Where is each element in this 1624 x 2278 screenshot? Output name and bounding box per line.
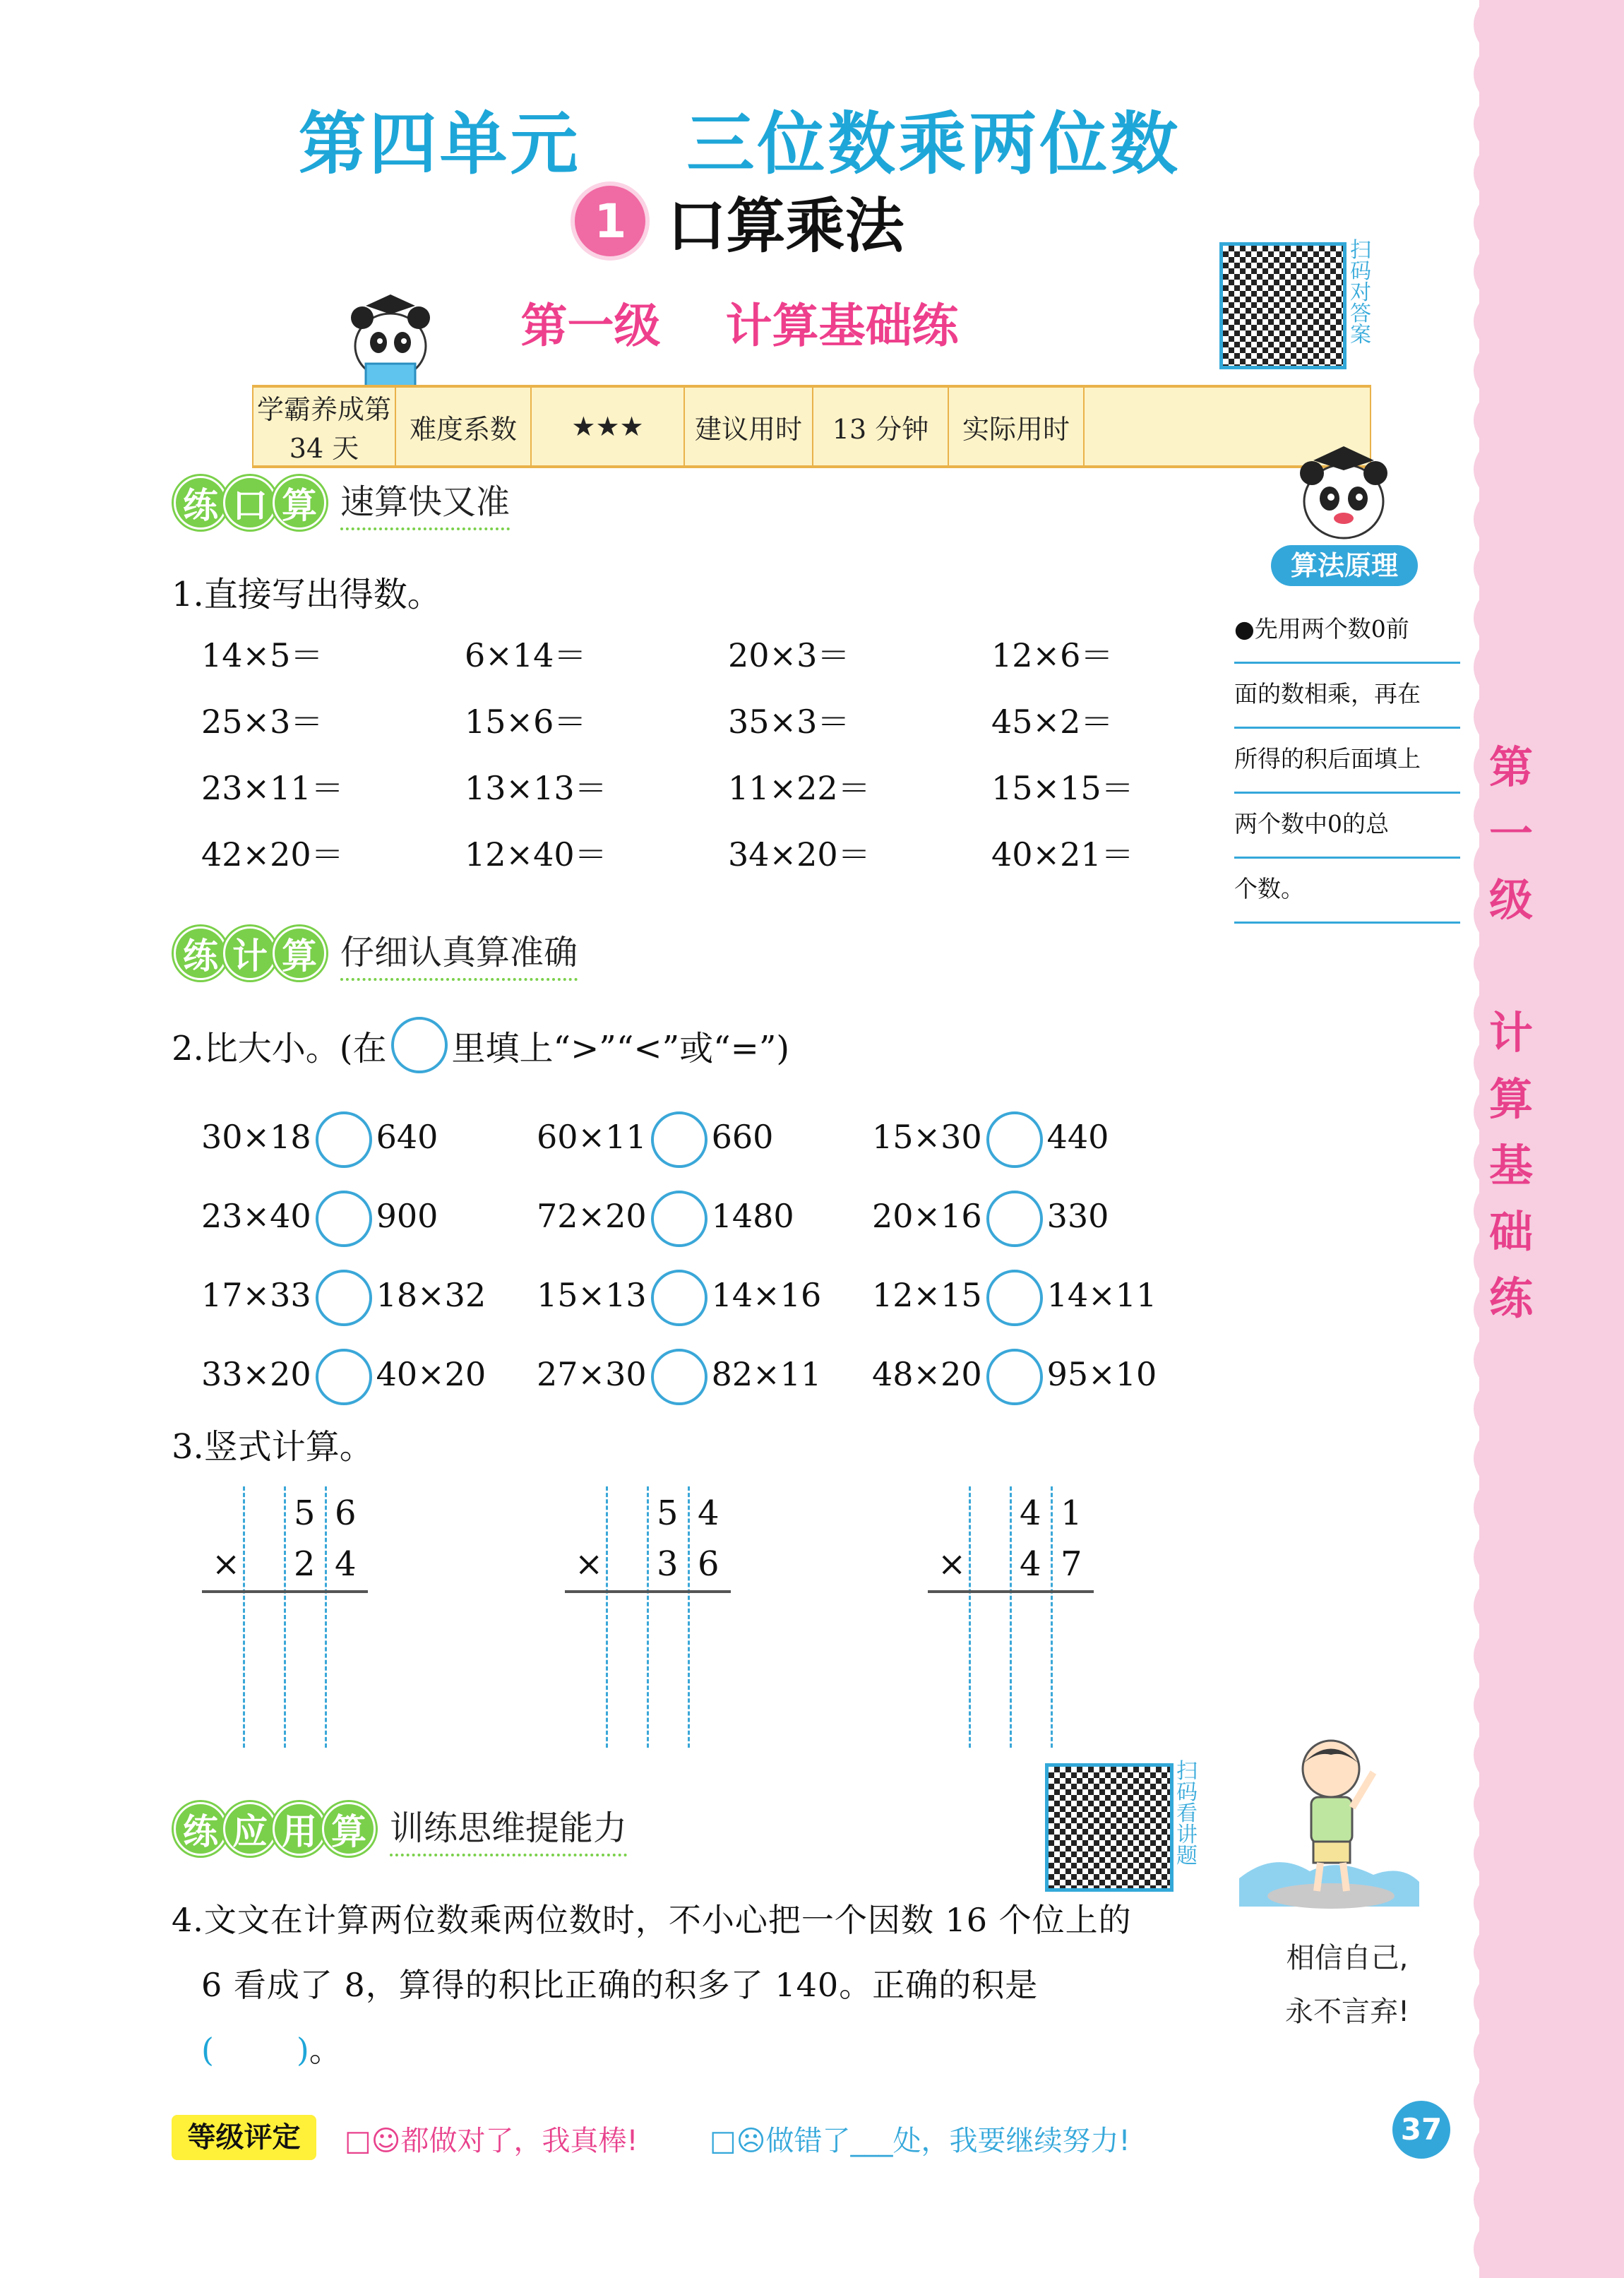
q2-item — [872, 1270, 1207, 1326]
side-label-char: 算 — [1488, 1073, 1533, 1125]
vertical-calc[interactable] — [565, 1486, 731, 1748]
encouragement-text — [1277, 1931, 1418, 2039]
compare-circle[interactable] — [986, 1111, 1043, 1168]
info-cell-actual-label: 实际用时 — [948, 386, 1084, 467]
q2-item — [201, 1270, 537, 1326]
lesson-number-badge: 1 — [575, 186, 645, 256]
q4-line-3 — [201, 2024, 342, 2071]
compare-circle[interactable] — [316, 1270, 372, 1326]
page-number: 37 — [1392, 2101, 1450, 2159]
digit: 2 — [294, 1544, 316, 1584]
compare-circle[interactable] — [986, 1191, 1043, 1247]
q2-row — [201, 1337, 1225, 1417]
q1-row — [201, 763, 1246, 829]
q1-item: 25×3＝ — [201, 703, 323, 741]
guide-line — [969, 1486, 971, 1748]
q1-row — [201, 630, 1246, 696]
guide-line — [647, 1486, 649, 1748]
q2-right: 330 — [1046, 1197, 1109, 1235]
q2-left: 15×30 — [872, 1118, 982, 1156]
q2-left: 60×11 — [537, 1118, 647, 1156]
times-sign: × — [938, 1544, 967, 1584]
section-banner-oral — [174, 475, 510, 530]
section-bubble: 练 — [174, 476, 227, 530]
q1-item: 42×20＝ — [201, 835, 344, 873]
q1-item: 45×2＝ — [991, 703, 1113, 741]
q4-line-1: 4.文文在计算两位数乘两位数时，不小心把一个因数 16 个位上的 — [172, 1901, 1132, 1939]
digit: 4 — [698, 1493, 720, 1533]
q2-item — [872, 1111, 1207, 1168]
vertical-calc[interactable] — [928, 1486, 1094, 1748]
eval-good-option[interactable]: □☺都做对了，我真棒! — [345, 2125, 638, 2157]
section-subtitle: 训练思维提能力 — [390, 1801, 627, 1856]
grade-tag: 等级评定 — [172, 2115, 316, 2160]
guide-line — [1051, 1486, 1053, 1748]
boy-cheering-icon — [1232, 1730, 1423, 1914]
compare-circle[interactable] — [986, 1270, 1043, 1326]
q2-item — [201, 1191, 537, 1247]
info-cell-day: 学霸养成第 34 天 — [253, 386, 395, 467]
q1-item: 12×40＝ — [465, 835, 607, 873]
side-label-char: 础 — [1488, 1206, 1533, 1258]
q1-row — [201, 829, 1246, 895]
qr-code-answers[interactable] — [1219, 242, 1347, 369]
digit: 4 — [1020, 1544, 1041, 1584]
digit: 7 — [1061, 1544, 1082, 1584]
question-2-prompt — [172, 1017, 789, 1073]
unit-title: 第四单元 三位数乘两位数 — [298, 105, 1181, 184]
digit: 5 — [294, 1493, 316, 1533]
side-label-char: 级 — [1488, 874, 1533, 926]
digit: 6 — [698, 1544, 720, 1584]
vertical-calc[interactable] — [202, 1486, 368, 1748]
info-cell-suggested-time: 13 分钟 — [813, 386, 948, 467]
eval-bad-option[interactable]: □☹做错了___处，我要继续努力! — [710, 2125, 1130, 2157]
side-label-char: 计 — [1488, 1007, 1533, 1059]
q2-item — [537, 1270, 872, 1326]
q2-prompt-a: 2.比大小。(在 — [172, 1028, 387, 1068]
section-bubble: 计 — [223, 926, 277, 980]
compare-circle[interactable] — [316, 1111, 372, 1168]
level-title: 第一级 计算基础练 — [520, 299, 959, 353]
digit: 1 — [1061, 1493, 1082, 1533]
q2-right: 14×16 — [711, 1276, 822, 1314]
q2-item — [201, 1111, 537, 1168]
q2-right: 82×11 — [711, 1355, 822, 1393]
q2-item — [537, 1111, 872, 1168]
section-bubble: 算 — [322, 1802, 376, 1856]
q2-left: 27×30 — [537, 1355, 647, 1393]
qr-note-answers: 扫码对答案 — [1350, 238, 1371, 347]
result-line — [928, 1590, 1094, 1593]
digit: 4 — [1020, 1493, 1041, 1533]
side-label-char: 练 — [1488, 1272, 1533, 1324]
q1-item: 23×11＝ — [201, 769, 344, 807]
q1-item: 35×3＝ — [728, 703, 850, 741]
q2-left: 33×20 — [201, 1355, 311, 1393]
result-line — [202, 1590, 368, 1593]
tip-line: ●先用两个数0前 — [1234, 597, 1460, 664]
section-bubble: 应 — [223, 1802, 277, 1856]
q2-right: 95×10 — [1046, 1355, 1157, 1393]
guide-line — [688, 1486, 690, 1748]
question-3-prompt: 3.竖式计算。 — [172, 1427, 374, 1467]
q2-left: 15×13 — [537, 1276, 647, 1314]
q2-left: 17×33 — [201, 1276, 311, 1314]
q2-right: 40×20 — [376, 1355, 486, 1393]
guide-line — [284, 1486, 286, 1748]
compare-circle[interactable] — [316, 1191, 372, 1247]
times-sign: × — [212, 1544, 241, 1584]
q2-left: 23×40 — [201, 1197, 311, 1235]
q2-row — [201, 1179, 1225, 1258]
q1-item: 15×6＝ — [465, 703, 587, 741]
q2-right: 640 — [376, 1118, 438, 1156]
q2-item — [537, 1349, 872, 1405]
q2-prompt-b: 里填上“>”“<”或“=”) — [451, 1028, 790, 1068]
times-sign: × — [575, 1544, 604, 1584]
section-subtitle: 速算快又准 — [340, 475, 510, 530]
section-bubble: 用 — [273, 1802, 326, 1856]
q2-left: 12×15 — [872, 1276, 982, 1314]
tip-line: 个数。 — [1234, 857, 1460, 924]
answer-blank[interactable]: ( ) — [201, 2031, 309, 2069]
tip-line: 两个数中0的总 — [1234, 792, 1460, 859]
compare-circle[interactable] — [651, 1111, 707, 1168]
question-2-grid — [201, 1100, 1225, 1417]
q1-row — [201, 696, 1246, 763]
q2-right: 1480 — [711, 1197, 794, 1235]
q2-right: 660 — [711, 1118, 774, 1156]
q1-item: 40×21＝ — [991, 835, 1134, 873]
lesson-title: 口算乘法 — [667, 191, 904, 261]
q4-line-2: 6 看成了 8，算得的积比正确的积多了 140。正确的积是 — [201, 1966, 1039, 2004]
info-cell-suggested-label: 建议用时 — [684, 386, 813, 467]
digit: 5 — [657, 1493, 679, 1533]
q1-item: 20×3＝ — [728, 636, 850, 674]
question-1-prompt: 1.直接写出得数。 — [172, 575, 441, 614]
q2-item — [872, 1349, 1207, 1405]
guide-line — [1010, 1486, 1012, 1748]
q2-left: 30×18 — [201, 1118, 311, 1156]
tip-tag: 算法原理 — [1271, 545, 1418, 586]
tip-line: 所得的积后面填上 — [1234, 727, 1460, 794]
compare-circle[interactable] — [651, 1191, 707, 1247]
q1-item: 15×15＝ — [991, 769, 1134, 807]
compare-circle[interactable] — [316, 1349, 372, 1405]
q1-item: 6×14＝ — [465, 636, 587, 674]
info-cell-difficulty-label: 难度系数 — [395, 386, 531, 467]
section-banner-application — [174, 1801, 627, 1856]
digit: 4 — [335, 1544, 357, 1584]
compare-circle[interactable] — [986, 1349, 1043, 1405]
q1-item: 34×20＝ — [728, 835, 871, 873]
guide-line — [325, 1486, 327, 1748]
side-label-char: 一 — [1488, 808, 1533, 859]
section-subtitle: 仔细认真算准确 — [340, 925, 578, 981]
tip-line: 面的数相乘，再在 — [1234, 662, 1460, 729]
q2-right: 900 — [376, 1197, 438, 1235]
section-bubble: 练 — [174, 926, 227, 980]
q2-right: 18×32 — [376, 1276, 486, 1314]
compare-circle[interactable] — [651, 1349, 707, 1405]
q4-period: 。 — [309, 2031, 342, 2069]
q2-item — [201, 1349, 537, 1405]
qr-code-lecture[interactable] — [1045, 1763, 1174, 1892]
section-bubble: 算 — [273, 476, 326, 530]
q2-left: 20×16 — [872, 1197, 982, 1235]
q2-right: 440 — [1046, 1118, 1109, 1156]
encourage-line: 相信自己, — [1286, 1942, 1409, 1974]
panda-graduate-icon — [1291, 439, 1397, 545]
q1-item: 13×13＝ — [465, 769, 607, 807]
q2-item — [537, 1191, 872, 1247]
section-bubble: 算 — [273, 926, 326, 980]
q1-item: 14×5＝ — [201, 636, 323, 674]
q2-row — [201, 1258, 1225, 1337]
question-1-grid — [201, 630, 1246, 895]
digit: 3 — [657, 1544, 679, 1584]
q2-row — [201, 1100, 1225, 1179]
q1-item: 12×6＝ — [991, 636, 1113, 674]
q2-left: 72×20 — [537, 1197, 647, 1235]
section-bubble: 口 — [223, 476, 277, 530]
info-cell-stars: ★★★ — [531, 386, 684, 467]
guide-line — [243, 1486, 245, 1748]
section-bubble: 练 — [174, 1802, 227, 1856]
q2-left: 48×20 — [872, 1355, 982, 1393]
qr-note-lecture: 扫码看讲题 — [1176, 1759, 1198, 1868]
section-banner-calc — [174, 925, 578, 981]
encourage-line: 永不言弃! — [1284, 1996, 1410, 2028]
side-level-label — [1483, 734, 1539, 1332]
info-table — [252, 385, 1371, 468]
digit: 6 — [335, 1493, 357, 1533]
result-line — [565, 1590, 731, 1593]
compare-circle-sample — [391, 1017, 448, 1073]
q2-right: 14×11 — [1046, 1276, 1157, 1314]
side-label-char: 基 — [1488, 1140, 1533, 1191]
compare-circle[interactable] — [651, 1270, 707, 1326]
q2-item — [872, 1191, 1207, 1247]
q1-item: 11×22＝ — [728, 769, 871, 807]
side-label-char: 第 — [1488, 741, 1533, 793]
guide-line — [606, 1486, 608, 1748]
